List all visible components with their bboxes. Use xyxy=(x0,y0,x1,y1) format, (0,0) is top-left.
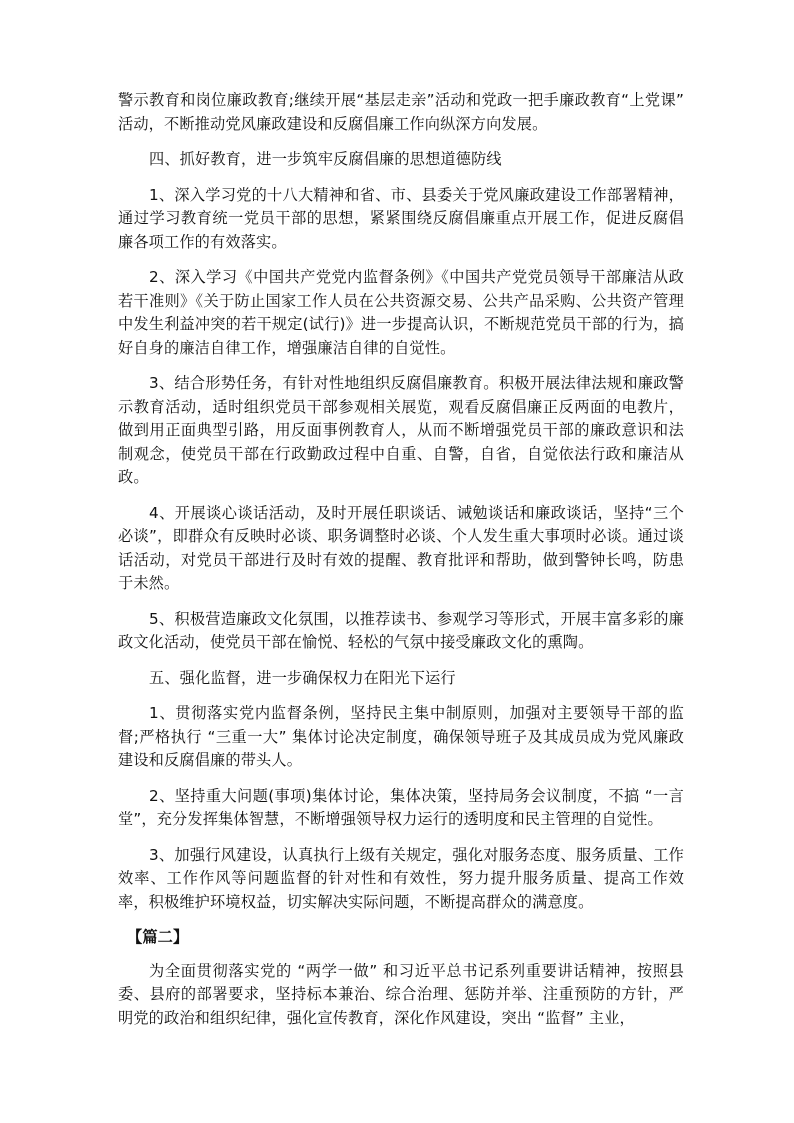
part-two-heading: 【篇二】 xyxy=(127,928,189,946)
paragraph-item-5-1: 1、贯彻落实党内监督条例，坚持民主集中制原则，加强对主要领导干部的监督;严格执行 “三重一大” 集体讨论决定制度，确保领导班子及其成员成为党风廉政建设和反腐倡廉的带头人。 xyxy=(118,704,684,769)
paragraph-item-5-3: 3、加强行风建设，认真执行上级有关规定，强化对服务态度、服务质量、工作效率、工作作风等问题监督的针对性和有效性，努力提升服务质量、提高工作效率，积极维护环境权益，切实解决实际问题，不断提高群众的满意度。 xyxy=(118,845,684,911)
paragraph-item-4-4: 4、开展谈心谈话活动，及时开展任职谈话、诫勉谈话和廉政谈话，坚持“三个必谈”，即群众有反映时必谈、职务调整时必谈、个人发生重大事项时必谈。通过谈话活动，对党员干部进行及时有效的提醒、教育批评和帮助，做到警钟长鸣，防患于未然。 xyxy=(118,503,684,592)
document-body xyxy=(118,89,684,1042)
paragraph-continuation: 警示教育和岗位廉政教育;继续开展“基层走亲”活动和党政一把手廉政教育“上党课” 活动，不断推动党风廉政建设和反腐倡廉工作向纵深方向发展。 xyxy=(118,91,684,133)
paragraph-part-two-intro: 为全面贯彻落实党的 “两学一做” 和习近平总书记系列重要讲话精神，按照县委、县府的部署要求，坚持标本兼治、综合治理、惩防并举、注重预防的方针，严明党的政治和组织纪律，强化宣传教育，深化作风建设，突出 “监督” 主业， xyxy=(118,961,684,1027)
paragraph-item-4-5: 5、积极营造廉政文化氛围，以推荐读书、参观学习等形式，开展丰富多彩的廉政文化活动，使党员干部在愉悦、轻松的气氛中接受廉政文化的熏陶。 xyxy=(118,609,684,651)
paragraph-item-4-1: 1、深入学习党的十八大精神和省、市、县委关于党风廉政建设工作部署精神，通过学习教育统一党员干部的思想，紧紧围绕反腐倡廉重点开展工作，促进反腐倡廉各项工作的有效落实。 xyxy=(118,185,684,251)
paragraph-item-4-3: 3、结合形势任务，有针对性地组织反腐倡廉教育。积极开展法律法规和廉政警示教育活动，适时组织党员干部参观相关展览，观看反腐倡廉正反两面的电教片，做到用正面典型引路，用反面事例教育人，从而不断增强党员干部的廉政意识和法制观念，使党员干部在行政勤政过程中自重、自警，自省，自觉依法行政和廉洁从政。 xyxy=(118,374,684,486)
paragraph-item-4-2: 2、深入学习《中国共产党党内监督条例》《中国共产党党员领导干部廉洁从政若干准则》《关于防止国家工作人员在公共资源交易、公共产品采购、公共资产管理中发生利益冲突的若干规定(试行)》进一步提高认识，不断规范党员干部的行为，搞好自身的廉洁自律工作，增强廉洁自律的自觉性。 xyxy=(118,268,684,357)
section-heading-5: 五、强化监督，进一步确保权力在阳光下运行 xyxy=(149,668,456,687)
paragraph-item-5-2: 2、坚持重大问题(事项)集体讨论，集体决策，坚持局务会议制度，不搞 “一言堂”，充分发挥集体智慧，不断增强领导权力运行的透明度和民主管理的自觉性。 xyxy=(118,786,684,828)
section-heading-4: 四、抓好教育，进一步筑牢反腐倡廉的思想道德防线 xyxy=(149,150,502,168)
